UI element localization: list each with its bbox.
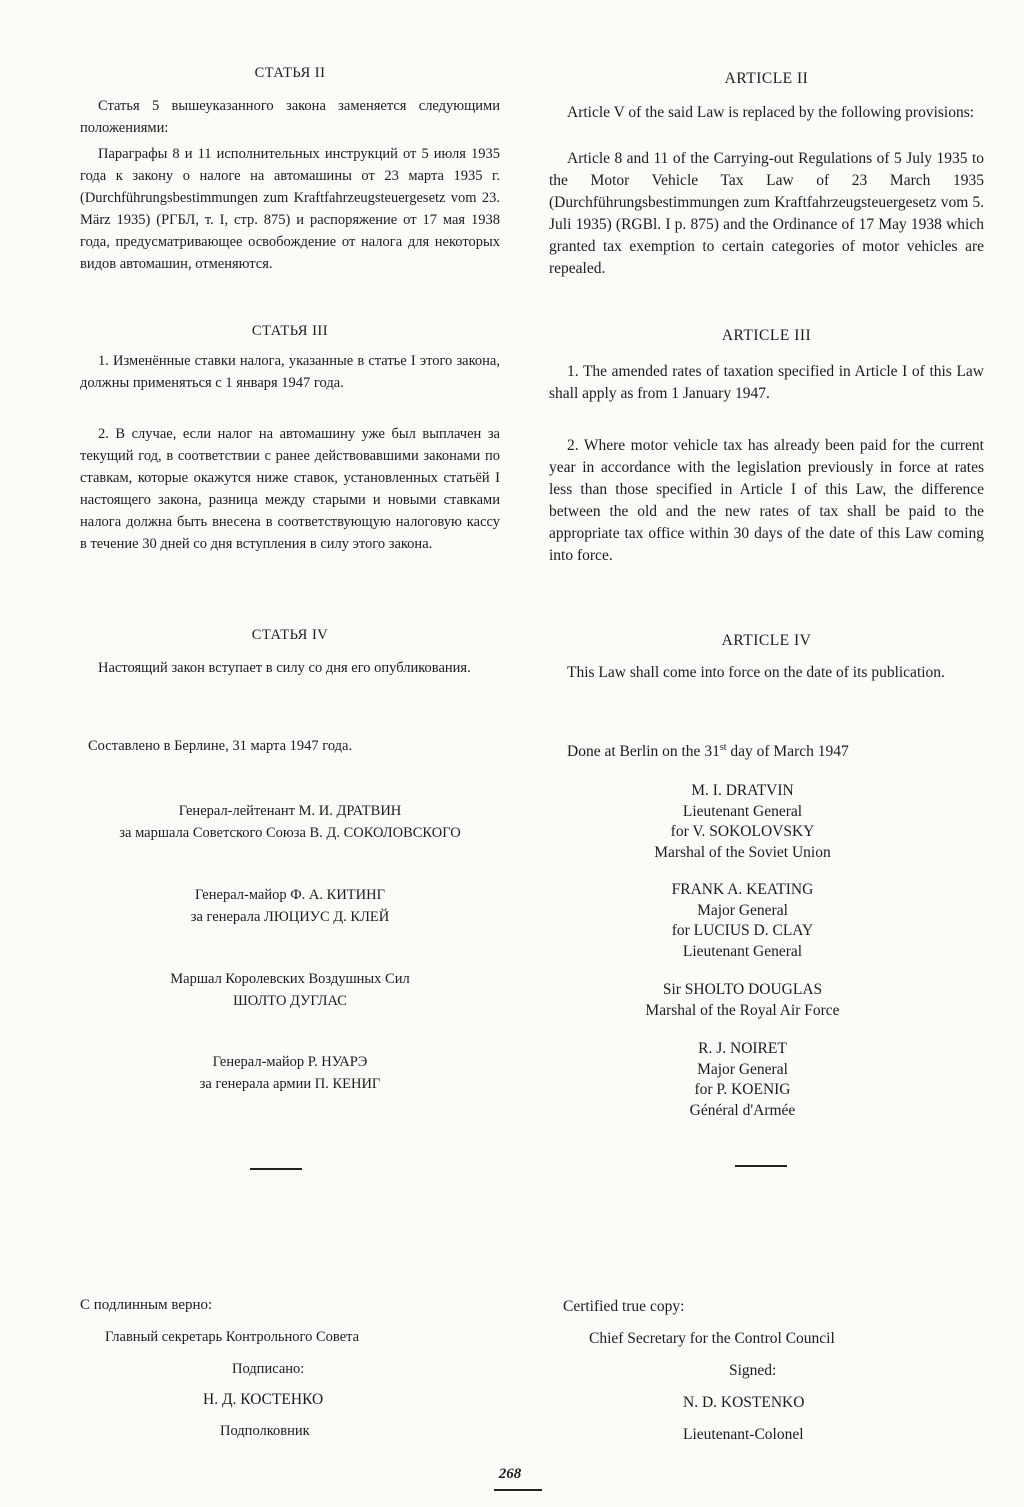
en-cert-line4: N. D. KOSTENKO: [683, 1394, 805, 1411]
ru-article-2-body: Параграфы 8 и 11 исполнительных инструкций от 5 июля 1935 года к закону о налоге на автомашины от 23 марта 1935 г. (Durchführungsbestimmungen zum Kraftfahrzeugsteuergesetz vom 23. März 1935) (РГБЛ, т. I, стр. 875) и распоряжение от 17 мая 1938 года, предусматривающее освобождение от налога для некоторых видов автомашин, отменяются.: [80, 146, 500, 272]
en-sig4-line2: Major General: [697, 1060, 788, 1078]
en-sig2-line3: for LUCIUS D. CLAY: [671, 922, 814, 939]
en-done-at-pre: Done at Berlin on the 31: [567, 743, 720, 761]
en-sig4-line4: Général d'Armée: [689, 1101, 796, 1119]
ru-cert-line1: С подлинным верно:: [80, 1297, 213, 1313]
ru-sig2-line1: Генерал-майор Ф. А. КИТИНГ: [195, 887, 385, 903]
ru-article-2-intro: Статья 5 вышеуказанного закона заменяется следующими положениями:: [80, 98, 500, 136]
ru-sig1-line2: за маршала Советского Союза В. Д. СОКОЛОВСКОГО: [119, 825, 461, 841]
ru-article-2-heading: СТАТЬЯ II: [254, 65, 326, 81]
ru-sig4-line1: Генерал-майор Р. НУАРЭ: [212, 1054, 368, 1070]
en-done-at-post: day of March 1947: [726, 743, 849, 761]
en-article-3-para-1: 1. The amended rates of taxation specified in Article I of this Law shall apply as from 1 January 1947.: [549, 363, 984, 402]
en-cert-line3: Signed:: [729, 1362, 777, 1379]
en-done-at-sup: st: [719, 742, 727, 753]
en-sig1-line3: for V. SOKOLOVSKY: [670, 823, 815, 840]
en-article-3-para-2: 2. Where motor vehicle tax has already been paid for the current year in accordance with the legislation previously in force at rates less than those specified in Article I of this Law, the difference between the old and the new rates of tax shall be paid to the appropriate tax office within 30 days of the date of this Law coming into force.: [549, 437, 984, 564]
ru-article-3-para-2: 2. В случае, если налог на автомашину уже был выплачен за текущий год, в соответствии с ранее действовавшими законами по ставкам, которые окажутся ниже ставок, установленных статьёй I настоящего закона, разница между старыми и новыми ставками налога должна быть внесена в соответствующую налоговую кассу в течение 30 дней со дня вступления в силу этого закона.: [80, 426, 500, 552]
en-sig2-line2: Major General: [697, 901, 788, 919]
ru-cert-line3: Подписано:: [232, 1361, 305, 1377]
en-article-3-heading: ARTICLE III: [721, 327, 812, 344]
ru-sig4-line2: за генерала армии П. КЕНИГ: [199, 1076, 381, 1092]
ru-article-3-para-1: 1. Изменённые ставки налога, указанные в статье I этого закона, должны применяться с 1 января 1947 года.: [80, 353, 500, 391]
en-sig4-line3: for P. KOENIG: [694, 1081, 791, 1098]
en-sig4-line1: R. J. NOIRET: [698, 1040, 787, 1057]
ru-article-3-heading: СТАТЬЯ III: [251, 323, 329, 339]
en-article-4-heading: ARTICLE IV: [721, 632, 812, 649]
ru-sig3-line2: ШОЛТО ДУГЛАС: [233, 993, 347, 1009]
en-sig2-line1: FRANK A. KEATING: [671, 881, 814, 898]
ru-cert-line2: Главный секретарь Контрольного Совета: [105, 1329, 360, 1345]
en-article-2-body: Article 8 and 11 of the Carrying-out Regulations of 5 July 1935 to the Motor Vehicle Tax Law of 23 March 1935 (Durchführungsbestimmungen zum Kraftfahrzeugsteuergesetz vom 5. Juli 1935) (RGBl. I p. 875) and the Ordinance of 17 May 1938 which granted tax exemption to certain categories of motor vehicles are repealed.: [549, 150, 984, 277]
en-sig3-line2: Marshal of the Royal Air Force: [645, 1001, 840, 1019]
page-number: 268: [498, 1466, 522, 1482]
en-sig1-line4: Marshal of the Soviet Union: [654, 843, 831, 861]
ru-cert-line5: Подполковник: [220, 1423, 310, 1439]
en-article-2-intro: Article V of the said Law is replaced by the following provisions:: [567, 104, 975, 121]
ru-done-at: Составлено в Берлине, 31 марта 1947 года.: [88, 738, 353, 754]
en-cert-line5: Lieutenant-Colonel: [683, 1426, 804, 1443]
en-sig2-line4: Lieutenant General: [682, 942, 803, 960]
page-number-underline: [494, 1489, 542, 1491]
ru-article-4-heading: СТАТЬЯ IV: [251, 627, 329, 643]
ru-sig1-line1: Генерал-лейтенант М. И. ДРАТВИН: [178, 803, 402, 819]
ru-sig2-line2: за генерала ЛЮЦИУС Д. КЛЕЙ: [190, 909, 390, 925]
ru-article-4-body: Настоящий закон вступает в силу со дня его опубликования.: [98, 660, 471, 676]
en-article-4-body: This Law shall come into force on the date of its publication.: [567, 664, 945, 681]
ru-sig3-line1: Маршал Королевских Воздушных Сил: [170, 971, 410, 987]
en-cert-line1: Certified true copy:: [563, 1298, 685, 1315]
ru-cert-line4: Н. Д. КОСТЕНКО: [203, 1391, 324, 1408]
en-cert-line2: Chief Secretary for the Control Council: [589, 1330, 835, 1347]
en-sig1-line1: M. I. DRATVIN: [691, 782, 794, 799]
en-sig3-line1: Sir SHOLTO DOUGLAS: [662, 981, 823, 998]
en-sig1-line2: Lieutenant General: [682, 802, 803, 820]
en-article-2-heading: ARTICLE II: [724, 70, 809, 87]
